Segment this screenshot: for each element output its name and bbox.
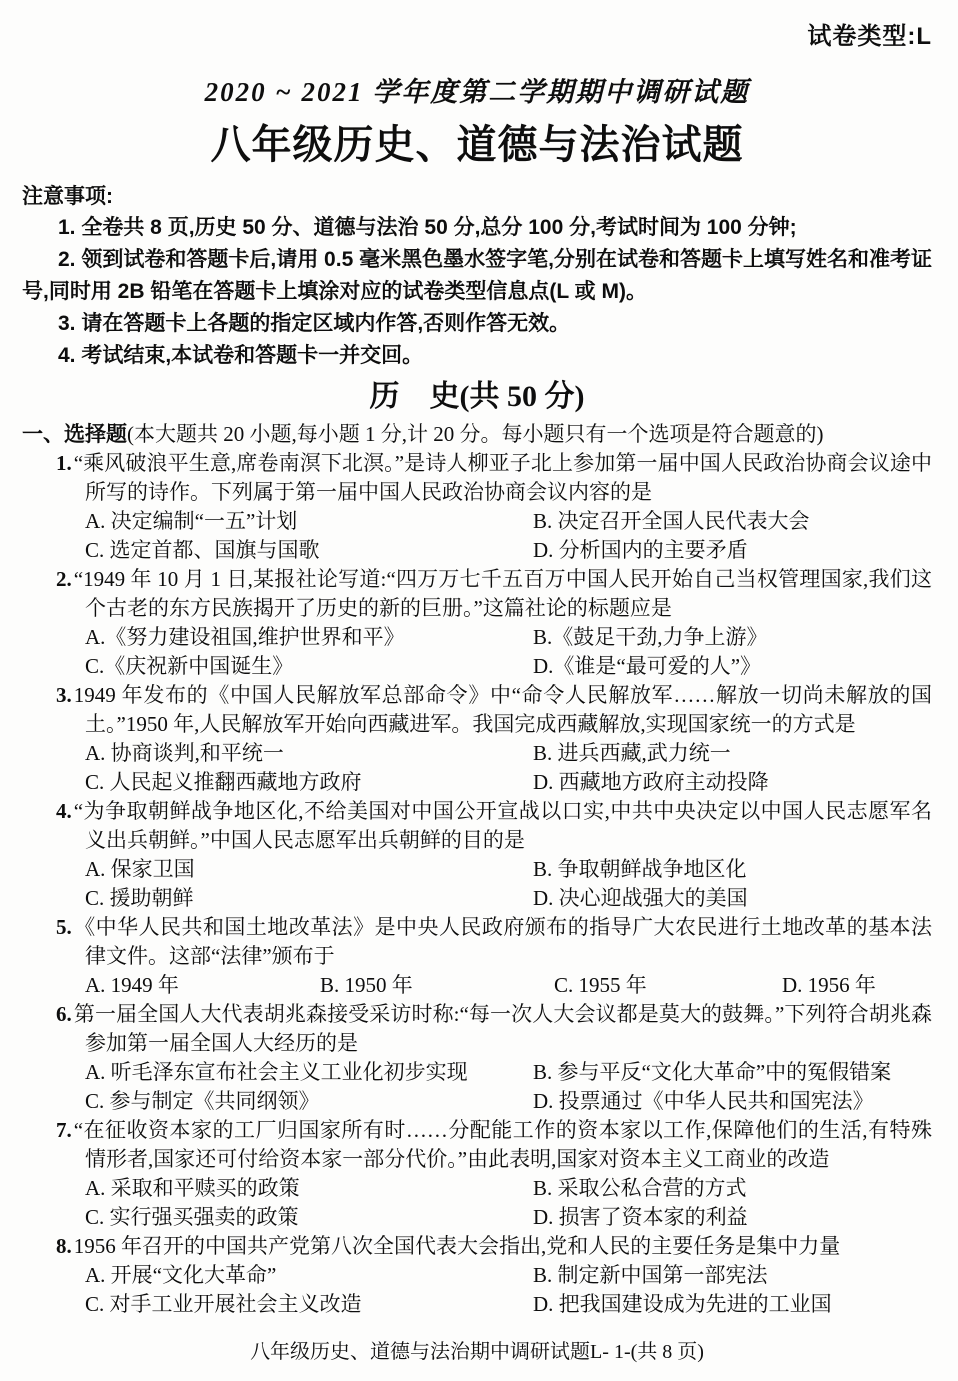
option-b: B. 制定新中国第一部宪法 (533, 1263, 768, 1287)
notice-item-2: 2. 领到试卷和答题卡后,请用 0.5 毫米黑色墨水签字笔,分别在试卷和答题卡上填写姓名和准考证号,同时用 2B 铅笔在答题卡上填涂对应的试卷类型信息点(L 或 M)。 (22, 248, 932, 303)
question-number: 6. (56, 1002, 72, 1026)
option-c: C. 人民起义推翻西藏地方政府 (85, 770, 362, 794)
part-label: 一、选择题 (22, 422, 127, 446)
notice-item-4: 4. 考试结束,本试卷和答题卡一并交回。 (58, 344, 424, 367)
option-a: A. 决定编制“一五”计划 (85, 509, 298, 533)
option-d: D. 损害了资本家的利益 (533, 1205, 748, 1229)
question-text: “在征收资本家的工厂归国家所有时……分配能工作的资本家以工作,保障他们的生活,有特殊情形者,国家还可付给资本家一部分代价。”由此表明,国家对资本主义工商业的改造 (73, 1118, 932, 1171)
question-number: 7. (56, 1118, 72, 1142)
question-text: 《中华人民共和国土地改革法》是中央人民政府颁布的指导广大农民进行土地改革的基本法律文件。这部“法律”颁布于 (73, 915, 932, 968)
part-description: (本大题共 20 小题,每小题 1 分,计 20 分。每小题只有一个选项是符合题意的) (127, 422, 824, 446)
section-heading-history: 历 史(共 50 分) (369, 380, 585, 413)
question-number: 8. (56, 1234, 72, 1258)
question-stem (22, 449, 932, 507)
option-row (22, 1174, 932, 1232)
option-b: B. 争取朝鲜战争地区化 (533, 857, 747, 881)
option-d: D. 投票通过《中华人民共和国宪法》 (533, 1089, 874, 1113)
notice-item-1: 1. 全卷共 8 页,历史 50 分、道德与法治 50 分,总分 100 分,考试时间为 100 分钟; (58, 216, 797, 239)
exam-subtitle: 2020 ~ 2021 学年度第二学期期中调研试题 (204, 77, 750, 107)
option-c: C. 1955 年 (554, 973, 647, 997)
option-row (22, 855, 932, 913)
option-a: A. 采取和平赎买的政策 (85, 1176, 300, 1200)
option-d: D. 西藏地方政府主动投降 (533, 770, 769, 794)
option-d: D. 决心迎战强大的美国 (533, 886, 748, 910)
option-row (22, 1058, 932, 1116)
question-8 (22, 1232, 932, 1319)
question-5 (22, 913, 932, 1000)
part-instruction (22, 420, 932, 449)
option-d: D. 分析国内的主要矛盾 (533, 538, 748, 562)
option-c: C. 对手工业开展社会主义改造 (85, 1292, 362, 1316)
option-b: B. 采取公私合营的方式 (533, 1176, 747, 1200)
option-d: D. 1956 年 (782, 973, 876, 997)
question-list (22, 449, 932, 1319)
option-c: C. 选定首都、国旗与国歌 (85, 538, 320, 562)
option-a: A. 协商谈判,和平统一 (85, 741, 284, 765)
option-a: A. 保家卫国 (85, 857, 195, 881)
option-row (22, 739, 932, 797)
question-stem (22, 1232, 932, 1261)
page-footer: 八年级历史、道德与法治期中调研试题L- 1-(共 8 页) (250, 1341, 704, 1363)
question-text: “为争取朝鲜战争地区化,不给美国对中国公开宣战以口实,中共中央决定以中国人民志愿军名义出兵朝鲜。”中国人民志愿军出兵朝鲜的目的是 (73, 799, 932, 852)
option-row (22, 507, 932, 565)
question-stem (22, 565, 932, 623)
question-number: 5. (56, 915, 72, 939)
question-4 (22, 797, 932, 913)
question-1 (22, 449, 932, 565)
option-c: C. 援助朝鲜 (85, 886, 194, 910)
option-c: C.《庆祝新中国诞生》 (85, 654, 294, 678)
option-b: B. 1950 年 (320, 973, 413, 997)
notices-section (22, 182, 932, 372)
question-number: 3. (56, 683, 72, 707)
question-number: 4. (56, 799, 72, 823)
option-a: A.《努力建设祖国,维护世界和平》 (85, 625, 405, 649)
question-6 (22, 1000, 932, 1116)
question-2 (22, 565, 932, 681)
option-d: D. 把我国建设成为先进的工业国 (533, 1292, 832, 1316)
question-stem (22, 913, 932, 971)
option-row (22, 623, 932, 681)
question-stem (22, 681, 932, 739)
question-text: 1956 年召开的中国共产党第八次全国代表大会指出,党和人民的主要任务是集中力量 (73, 1234, 841, 1258)
question-text: “乘风破浪平生意,席卷南溟下北溟。”是诗人柳亚子北上参加第一届中国人民政治协商会议途中所写的诗作。下列属于第一届中国人民政治协商会议内容的是 (73, 451, 932, 504)
notice-item-3: 3. 请在答题卡上各题的指定区域内作答,否则作答无效。 (58, 312, 571, 335)
option-d: D.《谁是“最可爱的人”》 (533, 654, 762, 678)
notices-heading: 注意事项: (22, 185, 113, 208)
option-row (22, 971, 932, 1000)
option-c: C. 参与制定《共同纲领》 (85, 1089, 320, 1113)
question-number: 1. (56, 451, 72, 475)
question-text: 1949 年发布的《中国人民解放军总部命令》中“命令人民解放军……解放一切尚未解放的国土。”1950 年,人民解放军开始向西藏进军。我国完成西藏解放,实现国家统一的方式是 (73, 683, 932, 736)
question-text: “1949 年 10 月 1 日,某报社论写道:“四万万七千五百万中国人民开始自己当权管理国家,我们这个古老的东方民族揭开了历史的新的巨册。”这篇社论的标题应是 (73, 567, 932, 620)
question-stem (22, 1000, 932, 1058)
question-7 (22, 1116, 932, 1232)
option-b: B. 决定召开全国人民代表大会 (533, 509, 810, 533)
option-c: C. 实行强买强卖的政策 (85, 1205, 299, 1229)
question-text: 第一届全国人大代表胡兆森接受采访时称:“每一次人大会议都是莫大的鼓舞。”下列符合胡兆森参加第一届全国人大经历的是 (73, 1002, 932, 1055)
option-b: B.《鼓足干劲,力争上游》 (533, 625, 768, 649)
question-number: 2. (56, 567, 72, 591)
question-3 (22, 681, 932, 797)
option-a: A. 1949 年 (85, 973, 179, 997)
question-stem (22, 1116, 932, 1174)
paper-type-label: 试卷类型:L (807, 23, 932, 50)
option-b: B. 进兵西藏,武力统一 (533, 741, 731, 765)
option-a: A. 开展“文化大革命” (85, 1263, 277, 1287)
question-stem (22, 797, 932, 855)
option-row (22, 1261, 932, 1319)
page-title: 八年级历史、道德与法治试题 (210, 123, 744, 167)
option-b: B. 参与平反“文化大革命”中的冤假错案 (533, 1060, 892, 1084)
option-a: A. 听毛泽东宣布社会主义工业化初步实现 (85, 1060, 468, 1084)
